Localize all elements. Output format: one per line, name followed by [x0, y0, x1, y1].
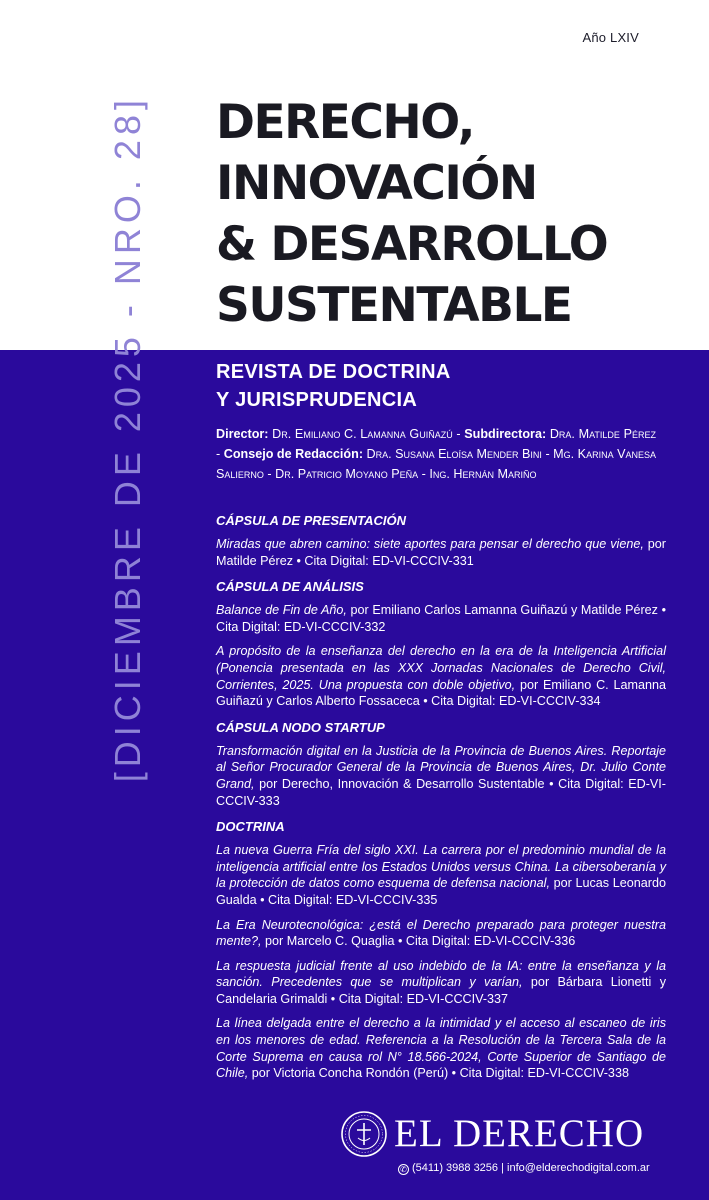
- subtitle-line: Y JURISPRUDENCIA: [216, 389, 418, 411]
- phone-number: (5411) 3988 3256: [412, 1162, 499, 1174]
- article-entry: [216, 1015, 666, 1081]
- article-entry: [216, 536, 666, 569]
- article-title: La respuesta judicial frente al uso indebido de la IA: entre la enseñanza y la sanción. Precedentes que se multiplican y varían,: [216, 958, 666, 990]
- subdirectora-label: Subdirectora:: [464, 427, 547, 441]
- volume-year-label: Año LXIV: [582, 30, 639, 45]
- subdirectora-name: Dra. Matilde Pérez: [549, 427, 656, 441]
- article-title: La nueva Guerra Fría del siglo XXI. La carrera por el predominio mundial de la inteligencia artificial entre los Estados Unidos versus China. La cibersoberanía y la protección de datos como esquema de defensa nacional,: [216, 843, 666, 891]
- article-entry: [216, 602, 666, 635]
- title-line: DERECHO,: [216, 95, 475, 150]
- contact-divider: |: [501, 1162, 504, 1174]
- article-citation: por Marcelo C. Quaglia • Cita Digital: ED-VI-CCCIV-336: [261, 934, 576, 949]
- toc-section: [216, 718, 666, 809]
- toc-section: [216, 511, 666, 569]
- staff-separator: -: [216, 447, 224, 461]
- phone-icon: ✆: [398, 1164, 409, 1175]
- spine-issue-text: DICIEMBRE DE 2025 - NRO. 28: [107, 110, 148, 768]
- article-entry: [216, 643, 666, 709]
- article-title: Transformación digital en la Justicia de la Provincia de Buenos Aires. Reportaje al Señor Procurador General de la Provincia de Buenos Aires, Dr. Julio Conte Grand,: [216, 743, 666, 791]
- toc-section: [216, 817, 666, 1082]
- section-heading: CÁPSULA DE PRESENTACIÓN: [216, 513, 406, 528]
- article-title: A propósito de la enseñanza del derecho en la era de la Inteligencia Artificial (Ponencia presentada en las XXX Jornadas Nacionales de Derecho Civil, Corrientes, 2025. Una propuesta con doble objetivo,: [216, 644, 666, 692]
- issue-date-spine: [107, 95, 148, 783]
- section-heading: CÁPSULA DE ANÁLISIS: [216, 579, 364, 595]
- title-line: INNOVACIÓN: [216, 156, 537, 211]
- director-name: Dr. Emiliano C. Lamanna Guiñazú: [272, 427, 453, 441]
- university-seal-icon: [340, 1110, 388, 1158]
- subtitle-line: REVISTA DE DOCTRINA: [216, 361, 451, 383]
- article-title: La línea delgada entre el derecho a la intimidad y el acceso al escaneo de iris en los menores de edad. Referencia a la Resolución de la Tercera Sala de la Corte Suprema en causa rol N° 18.566-2024, Corte Superior de Santiago de Chile,: [216, 1016, 666, 1081]
- toc-section: [216, 577, 666, 710]
- article-citation: por Lucas Leonardo Gualda • Cita Digital: ED-VI-CCCIV-335: [216, 876, 666, 907]
- article-entry: [216, 917, 666, 950]
- article-title: Miradas que abren camino: siete aportes para pensar el derecho que viene,: [216, 537, 644, 551]
- article-title: Balance de Fin de Año,: [216, 603, 347, 618]
- contact-email[interactable]: info@elderechodigital.com.ar: [507, 1162, 650, 1174]
- spine-open-bracket: [: [107, 767, 148, 783]
- spine-close-bracket: ]: [107, 95, 148, 111]
- section-heading: DOCTRINA: [216, 819, 285, 835]
- journal-subtitle: [216, 358, 451, 414]
- article-citation: por Bárbara Lionetti y Candelaria Grimaldi • Cita Digital: ED-VI-CCCIV-337: [216, 975, 666, 1006]
- article-entry: [216, 958, 666, 1008]
- article-entry: [216, 743, 666, 809]
- staff-separator: -: [452, 427, 465, 441]
- publisher-brand: EL DERECHO: [394, 1112, 645, 1155]
- director-label: Director:: [216, 427, 269, 441]
- consejo-members: Dra. Susana Eloísa Mender Bini - Mg. Karina Vanesa Salierno - Dr. Patricio Moyano Peña - Ing. Hernán Mariño: [216, 447, 656, 481]
- article-citation: por Matilde Pérez • Cita Digital: ED-VI-CCCIV-331: [216, 537, 666, 568]
- article-citation: por Victoria Concha Rondón (Perú) • Cita Digital: ED-VI-CCCIV-338: [248, 1066, 629, 1081]
- table-of-contents: [216, 511, 666, 1090]
- consejo-label: Consejo de Redacción:: [223, 447, 364, 461]
- publisher-contact: [398, 1162, 650, 1175]
- title-line: & DESARROLLO: [216, 217, 608, 272]
- editorial-staff: [216, 424, 656, 484]
- journal-title: [216, 92, 686, 336]
- article-citation: por Emiliano Carlos Lamanna Guiñazú y Matilde Pérez • Cita Digital: ED-VI-CCCIV-332: [216, 603, 666, 634]
- section-heading: CÁPSULA NODO STARTUP: [216, 719, 385, 735]
- article-citation: por Derecho, Innovación & Desarrollo Sustentable • Cita Digital: ED-VI-CCCIV-333: [216, 776, 666, 808]
- article-title: La Era Neurotecnológica: ¿está el Derecho preparado para proteger nuestra mente?,: [216, 917, 666, 949]
- article-entry: [216, 842, 666, 908]
- article-citation: por Emiliano C. Lamanna Guiñazú y Carlos Alberto Fossaceca • Cita Digital: ED-VI-CCCIV-334: [216, 677, 666, 709]
- title-line: SUSTENTABLE: [216, 278, 572, 333]
